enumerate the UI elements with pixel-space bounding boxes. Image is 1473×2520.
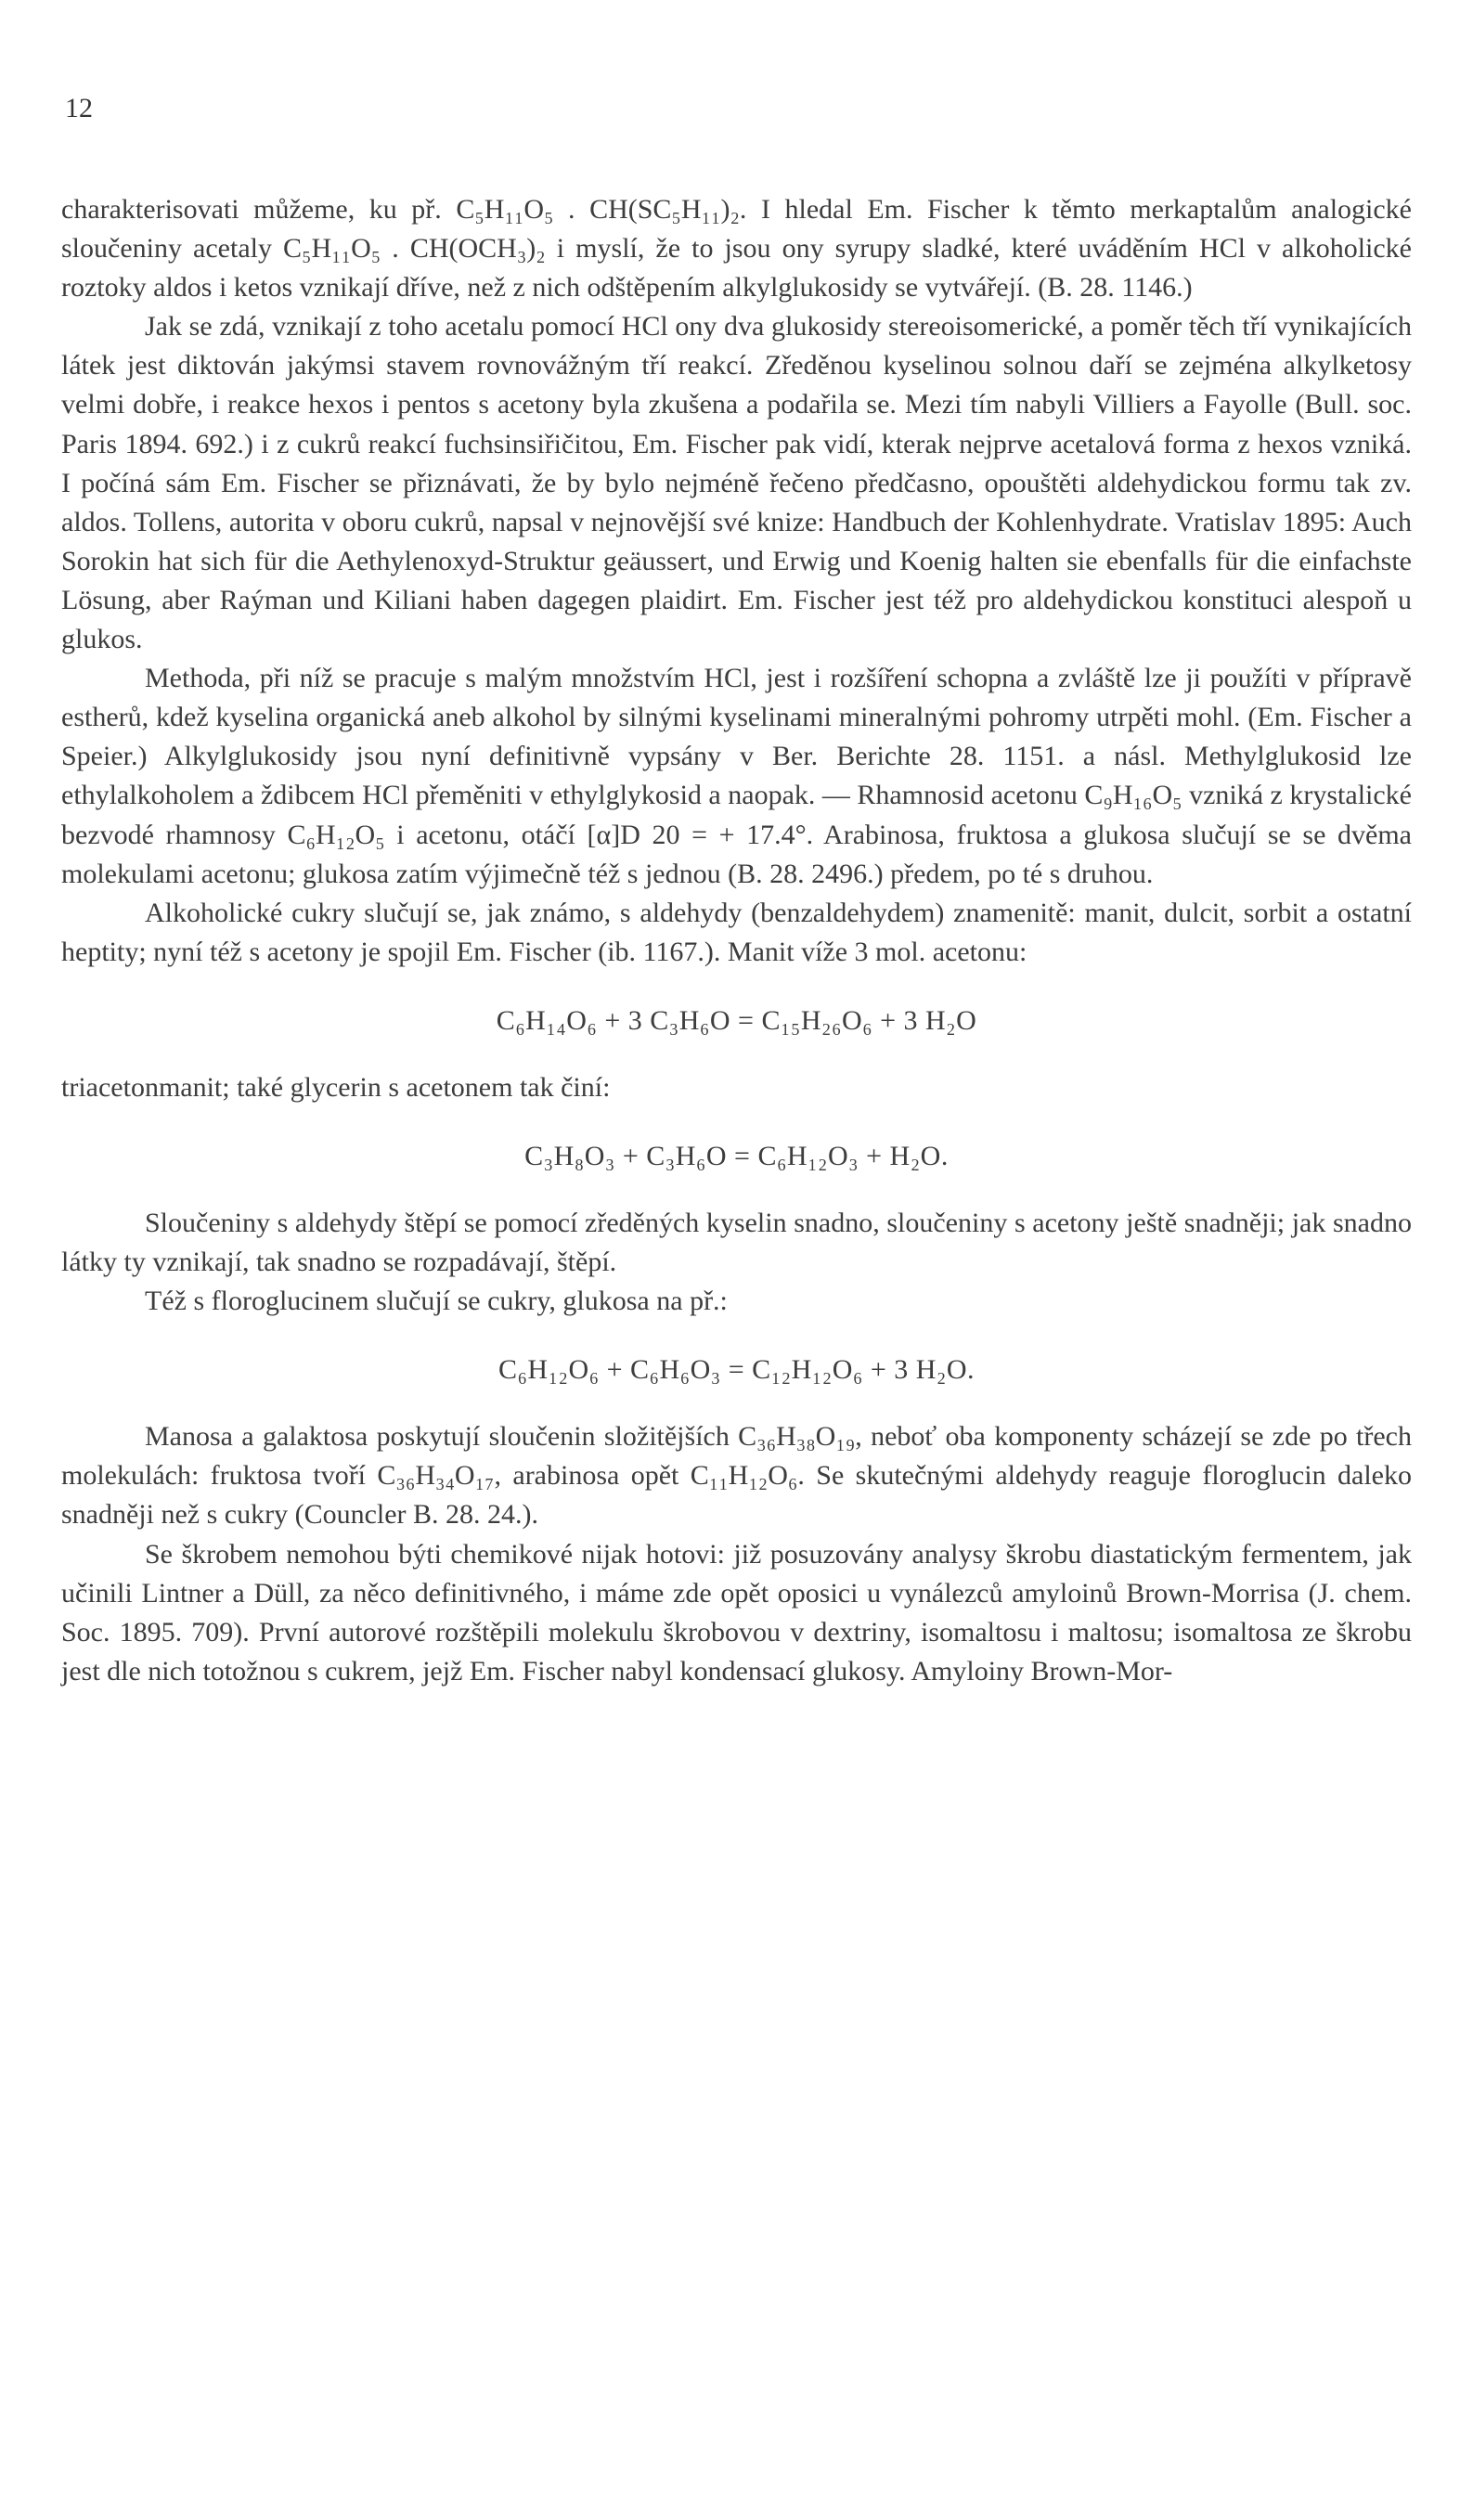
paragraph-8: Manosa a galaktosa poskytují sloučenin složitějších C₃₆H₃₈O₁₉, neboť oba komponenty scházejí se zde po třech molekulách: fruktosa tvoří C₃₆H₃₄O₁₇, arabinosa opět C₁₁H₁₂O₆. Se skutečnými aldehydy reaguje floroglucin daleko snadněji než s cukry (Councler B. 28. 24.). [61, 1421, 1412, 1531]
paragraph-3: Methoda, při níž se pracuje s malým množstvím HCl, jest i rozšíření schopna a zvláště lze ji použíti v přípravě estherů, kdež kyselina organická aneb alkohol by silnými kyselinami mineralnými pohromy utrpěti mohl. (Em. Fischer a Speier.) Alkylglukosidy jsou nyní definitivně vypsány v Ber. Berichte 28. 1151. a násl. Methylglukosid lze ethylalkoholem a ždibcem HCl přeměniti v ethylglykosid a naopak. — Rhamnosid acetonu C₉H₁₆O₅ vzniká z krystalické bezvodé rhamnosy C₆H₁₂O₅ i acetonu, otáčí [α]D 20 = + 17.4°. Arabinosa, fruktosa a glukosa slučují se se dvěma molekulami acetonu; glukosa zatím výjimečně též s jednou (B. 28. 2496.) předem, po té s druhou. [61, 663, 1412, 889]
paragraph-4: Alkoholické cukry slučují se, jak známo, s aldehydy (benzaldehydem) znamenitě: manit, dulcit, sorbit a ostatní heptity; nyní též s acetony je spojil Em. Fischer (ib. 1167.). Manit víže 3 mol. acetonu: [61, 897, 1412, 967]
paragraph-1: charakterisovati můžeme, ku př. C₅H₁₁O₅ . CH(SC₅H₁₁)₂. I hledal Em. Fischer k těmto merkaptalům analogické sloučeniny acetaly C₅H₁₁O₅ . CH(OCH₃)₂ i myslí, že to jsou ony syrupy sladké, které uváděním HCl v alkoholické roztoky aldos i ketos vznikají dříve, než z nich odštěpením alkylglukosidy se vytvářejí. (B. 28. 1146.) [61, 194, 1412, 304]
formula-floroglucin: C₆H₁₂O₆ + C₆H₆O₃ = C₁₂H₁₂O₆ + 3 H₂O. [497, 1354, 976, 1386]
paragraph-2: Jak se zdá, vznikají z toho acetalu pomocí HCl ony dva glukosidy stereoisomerické, a poměr těch tří vynikajících látek jest diktován jakýmsi stavem rovnovážným tří reakcí. Zředěnou kyselinou solnou daří se zejména alkylketosy velmi dobře, i reakce hexos i pentos s acetony byla zkušena a podařila se. Mezi tím nabyli Villiers a Fayolle (Bull. soc. Paris 1894. 692.) i z cukrů reakcí fuchsinsiřičitou, Em. Fischer pak vidí, kterak nejprve acetalová forma z hexos vzniká. I počíná sám Em. Fischer se přiznávati, že by bylo nejméně řečeno předčasno, opouštěti aldehydickou formu tak zv. aldos. Tollens, autorita v oboru cukrů, napsal v nejnovější své knize: Handbuch der Kohlenhydrate. Vratislav 1895: Auch Sorokin hat sich für die Aethylenoxyd-Struktur geäussert, und Erwig und Koenig halten sie ebenfalls für die einfachste Lösung, aber Raýman und Kiliani haben dagegen plaidirt. Em. Fischer jest též pro aldehydickou konstituci alespoň u glukos. [61, 311, 1412, 655]
paragraph-5: triacetonmanit; také glycerin s acetonem tak činí: [61, 1071, 611, 1103]
formula-glycerin: C₃H₈O₃ + C₃H₆O = C₆H₁₂O₃ + H₂O. [524, 1140, 949, 1171]
paragraph-6: Sloučeniny s aldehydy štěpí se pomocí zředěných kyselin snadno, sloučeniny s acetony ještě snadněji; jak snadno látky ty vznikají, tak snadno se rozpadávají, štěpí. [61, 1207, 1412, 1278]
paragraph-9: Se škrobem nemohou býti chemikové nijak hotovi: již posuzovány analysy škrobu diastatickým fermentem, jak učinili Lintner a Düll, za něco definitivného, i máme zde opět oposici u vynálezců amyloinů Brown-Morrisa (J. chem. Soc. 1895. 709). První autorové rozštěpili molekulu škrobovou v dextriny, isomaltosu i maltosu; isomaltosa ze škrobu jest dle nich totožnou s cukrem, jejž Em. Fischer nabyl kondensací glukosy. Amyloiny Brown-Mor- [61, 1538, 1412, 1686]
page-number: 12 [65, 93, 93, 123]
formula-triacetonmanit: C₆H₁₄O₆ + 3 C₃H₆O = C₁₅H₂₆O₆ + 3 H₂O [496, 1004, 977, 1036]
paragraph-7: Též s floroglucinem slučují se cukry, glukosa na př.: [145, 1286, 728, 1317]
body-text [61, 190, 1412, 1691]
